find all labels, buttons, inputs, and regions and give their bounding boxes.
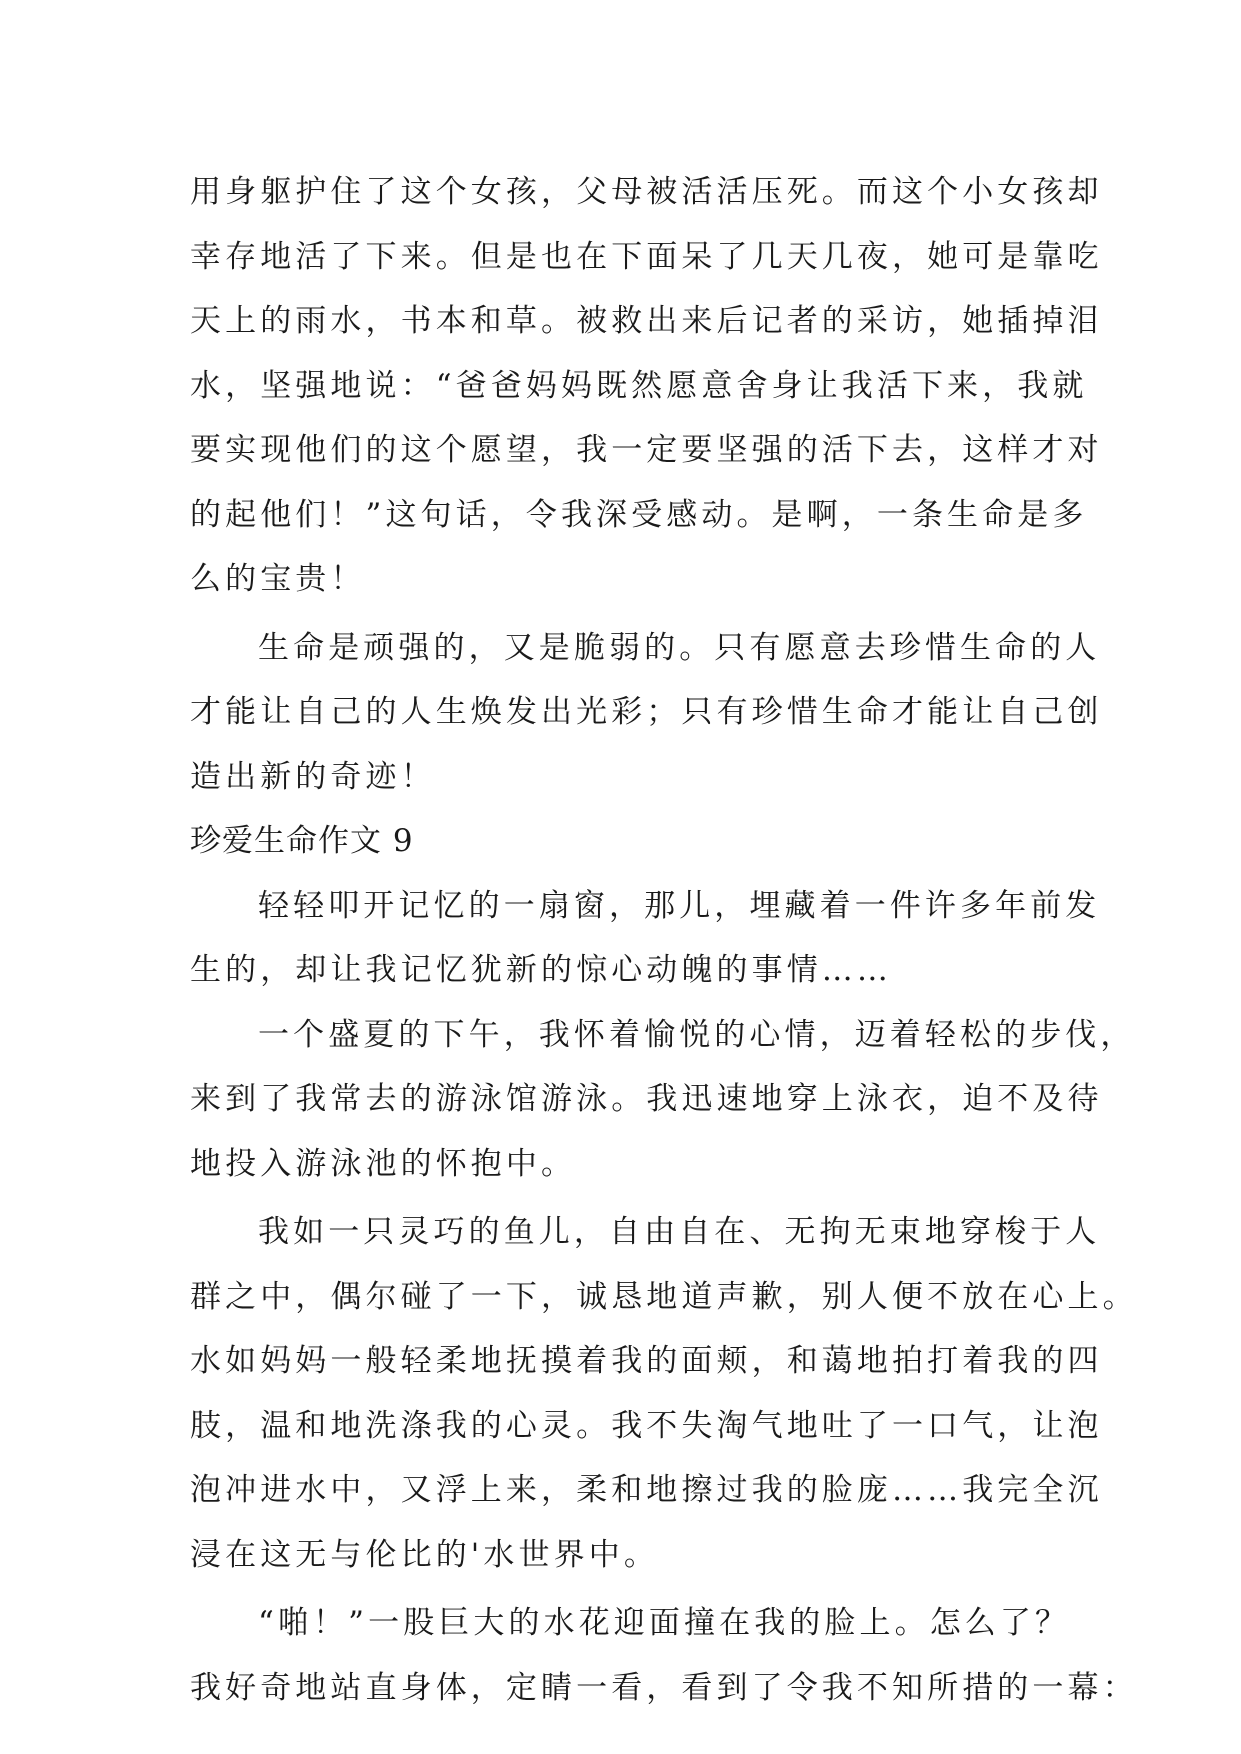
text-line: 用身躯护住了这个女孩，父母被活活压死。而这个小女孩却 xyxy=(190,174,1103,210)
text-line: 我好奇地站直身体，定睛一看，看到了令我不知所措的一幕： xyxy=(190,1669,1138,1706)
text-line: 要实现他们的这个愿望，我一定要坚强的活下去，这样才对 xyxy=(190,432,1103,468)
text-line: 浸在这无与伦比的'水世界中。 xyxy=(190,1536,659,1573)
heading-text: 珍爱生命作文 9 xyxy=(190,823,414,859)
paragraph xyxy=(190,160,1103,612)
text-line: 水，坚强地说：“爸爸妈妈既然愿意舍身让我活下来，我就 xyxy=(190,367,1088,404)
text-line: 造出新的奇迹！ xyxy=(190,758,436,795)
document-body xyxy=(190,160,1138,1720)
text-line: 么的宝贵！ xyxy=(190,561,366,597)
text-line: 肢，温和地洗涤我的心灵。我不失淘气地吐了一口气，让泡 xyxy=(190,1407,1103,1444)
text-line: 生的，却让我记忆犹新的惊心动魄的事情…… xyxy=(190,952,892,988)
text-line: 来到了我常去的游泳馆游泳。我迅速地穿上泳衣，迫不及待 xyxy=(190,1081,1103,1117)
text-line: 泡冲进水中，又浮上来，柔和地擦过我的脸庞……我完全沉 xyxy=(190,1472,1103,1508)
text-line: 幸存地活了下来。但是也在下面呆了几天几夜，她可是靠吃 xyxy=(190,238,1103,275)
text-line: 群之中，偶尔碰了一下，诚恳地道声歉，别人便不放在心上。 xyxy=(190,1278,1138,1315)
text-line: 轻轻叩开记忆的一扇窗，那儿，埋藏着一件许多年前发 xyxy=(258,887,1101,924)
text-line: 水如妈妈一般轻柔地抚摸着我的面颊，和蔼地拍打着我的四 xyxy=(190,1343,1103,1379)
section-heading xyxy=(190,809,1050,874)
text-line: 一个盛夏的下午，我怀着愉悦的心情，迈着轻松的步伐， xyxy=(258,1016,1136,1053)
paragraph xyxy=(190,616,1103,810)
text-line: 才能让自己的人生焕发出光彩；只有珍惜生命才能让自己创 xyxy=(190,694,1103,730)
paragraph xyxy=(190,1003,1136,1197)
text-line: 地投入游泳池的怀抱中。 xyxy=(190,1145,577,1182)
paragraph xyxy=(190,1200,1138,1587)
text-line: 我如一只灵巧的鱼儿，自由自在、无拘无束地穿梭于人 xyxy=(258,1214,1101,1250)
text-line: 生命是顽强的，又是脆弱的。只有愿意去珍惜生命的人 xyxy=(258,629,1101,666)
text-line: “啪！”一股巨大的水花迎面撞在我的脸上。怎么了？ xyxy=(258,1605,1071,1641)
paragraph xyxy=(190,1591,1138,1720)
text-line: 的起他们！”这句话，令我深受感动。是啊，一条生命是多 xyxy=(190,496,1088,533)
text-line: 天上的雨水，书本和草。被救出来后记者的采访，她插掉泪 xyxy=(190,303,1103,339)
paragraph xyxy=(190,874,1101,1003)
